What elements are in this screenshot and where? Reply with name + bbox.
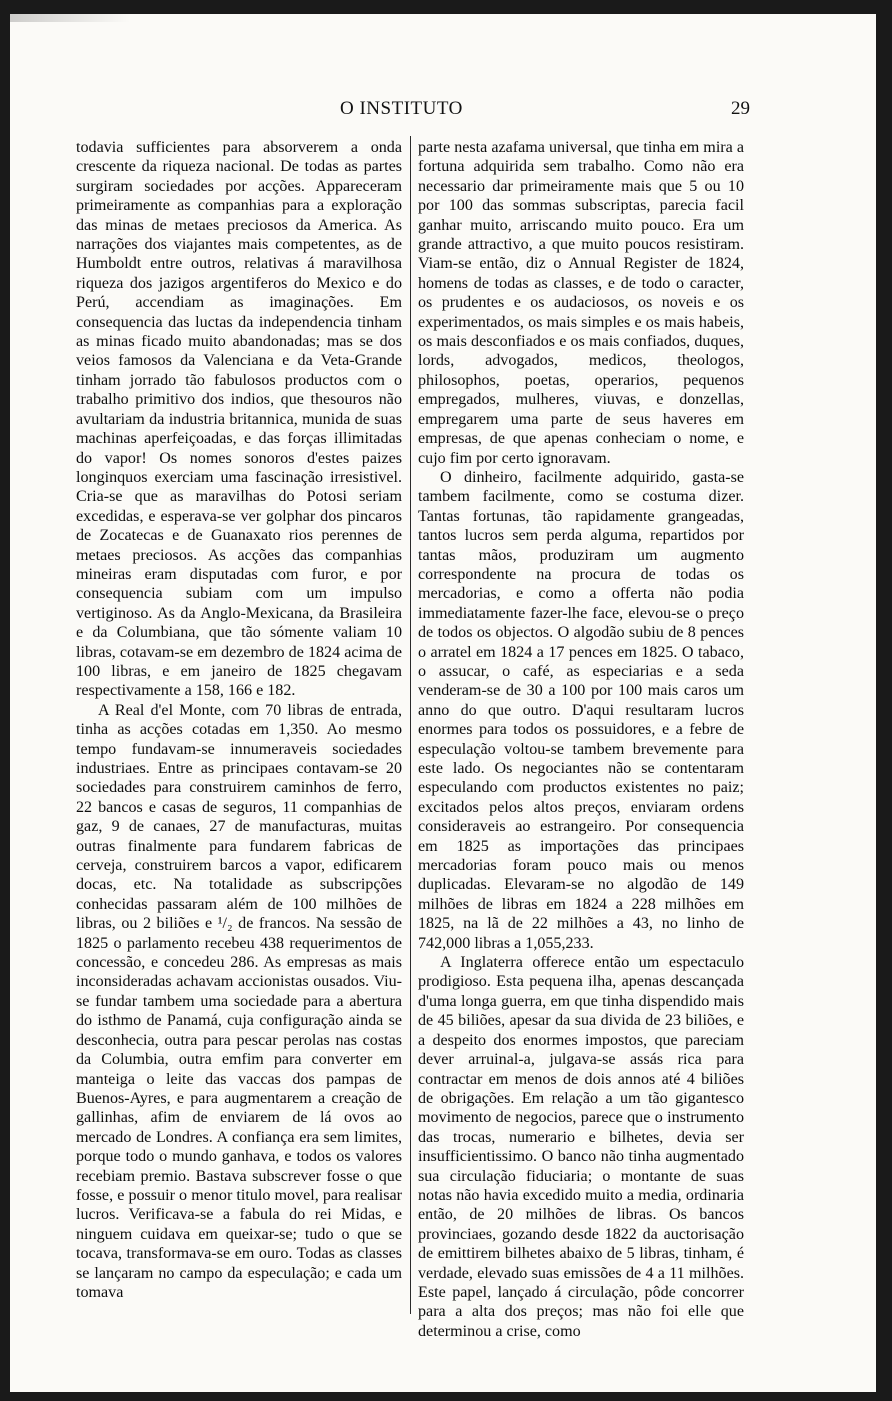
paragraph: A Real d'el Monte, com 70 libras de entrada, tinha as acções cotadas em 1,350. Ao mesmo tempo fundavam-se innumeraveis sociedades industriaes. Entre as principaes contavam-se 20 sociedades para construirem caminhos de ferro, 22 bancos e casas de seguros, 11 companhias de gaz, 9 de canaes, 27 de manufacturas, muitas outras finalmente para fundarem fabricas de cerveja, construirem barcos a vapor, edificarem docas, etc. Na totalidade as subscripções conhecidas passaram além de 100 milhões de libras, ou 2 biliões e ¹/₂ de francos. Na sessão de 1825 o parlamento recebeu 438 requerimentos de concessão, e concedeu 286. As empresas as mais inconsideradas achavam accionistas ousados. Viu-se fundar tambem uma sociedade para a abertura do isthmo de Panamá, cuja configuração ainda se desconhecia, outra para pescar perolas nas costas da Columbia, outra emfim para converter em manteiga o leite das vaccas dos pampas de Buenos-Ayres, e para augmentarem a creação de gallinhas, afim de enviarem de lá ovos ao mercado de Londres. A confiança era sem limites, porque todo o mundo ganhava, e todos os valores recebiam premio. Bastava subscrever fosse o que fosse, e possuir o menor titulo movel, para realisar lucros. Verificava-se a fabula do rei Midas, e ninguem cuidava em queixar-se; tudo o que se tocava, transformava-se em ouro. Todas as classes se lançaram no campo da especulação; e cada um tomava <box>76 701 402 1301</box>
paragraph: todavia sufficientes para absorverem a onda crescente da riqueza nacional. De todas as partes surgiram sociedades por acções. Appareceram primeiramente as companhias para a exploração das minas de metaes preciosos da America. As narrações dos viajantes mais competentes, as de Humboldt entre outros, relativas á maravilhosa riqueza dos jazigos argentiferos do Mexico e do Perú, accendiam as imaginações. Em consequencia das luctas da independencia tinham as minas ficado muito abandonadas; mas se dos veios famosos da Valenciana e da Veta-Grande tinham jorrado tão fabulosos productos com o trabalho primitivo dos indios, que thesouros não avultariam da industria britannica, munida de suas machinas aperfeiçoadas, e das forças illimitadas do vapor! Os nomes sonoros d'estes paizes longinquos exerciam uma fascinação irresistivel. Cria-se que as maravilhas do Potosi seriam excedidas, e esperava-se ver golphar dos pincaros de Zocatecas e de Guanaxato rios perennes de metaes preciosos. As acções das companhias mineiras eram disputadas com furor, e por consequencia subiam com um impulso vertiginoso. As da Anglo-Mexicana, da Brasileira e da Columbiana, que tão sómente valiam 10 libras, cotavam-se em dezembro de 1824 acima de 100 libras, e em janeiro de 1825 chegavam respectivamente a 158, 166 e 182. <box>76 139 402 700</box>
paragraph: parte nesta azafama universal, que tinha em mira a fortuna adquirida sem trabalho. Como não era necessario dar primeiramente mais que 5 ou 10 por 100 das sommas subscriptas, parecia facil ganhar muito, arriscando muito pouco. Era um grande attractivo, a que muito poucos resistiram. Viam-se então, diz o Annual Register de 1824, homens de todas as classes, e de todo o caracter, os prudentes e os audaciosos, os noveis e os experimentados, os mais simples e os mais habeis, os mais desconfiados e os mais confiados, duques, lords, advogados, medicos, theologos, philosophos, poetas, operarios, pequenos empregados, mulheres, viuvas, e donzellas, empregarem uma parte de seus haveres em empresas, de que apenas conheciam o nome, e cujo fim por certo ignoravam. <box>418 139 744 467</box>
book-page <box>10 14 876 1392</box>
running-title: O INSTITUTO <box>340 98 463 119</box>
paragraph: O dinheiro, facilmente adquirido, gasta-se tambem facilmente, como se costuma dizer. Tantas fortunas, tão rapidamente grangeadas, tantos lucros sem perda alguma, repartidos por tantas mãos, produziram um augmento correspondente na procura de todas os mercadorias, e como a offerta não podia immediatamente fazer-lhe face, elevou-se o preço de todos os objectos. O algodão subiu de 8 pences o arratel em 1824 a 17 pences em 1825. O tabaco, o assucar, o café, as especiarias e a seda venderam-se de 30 a 100 por 100 mais caros um anno do que outro. D'aqui resultaram lucros enormes para todos os possuidores, e a febre de especulação voltou-se tambem brevemente para este lado. Os negociantes não se contentaram especulando com productos existentes no paiz; excitados pelos altos preços, enviaram ordens consideraveis ao estrangeiro. Por consequencia em 1825 as importações das principaes mercadorias foram pouco mais ou menos duplicadas. Elevaram-se no algodão de 149 milhões de libras em 1824 a 228 milhões em 1825, na lã de 22 milhões a 43, no linho de 742,000 libras a 1,055,233. <box>418 468 744 952</box>
page-number: 29 <box>731 98 750 119</box>
edge-smudge <box>10 14 130 22</box>
left-column <box>76 138 402 1302</box>
column-divider <box>410 136 411 1314</box>
right-column <box>418 138 744 1341</box>
page-header <box>10 98 876 122</box>
paragraph: A Inglaterra offerece então um espectaculo prodigioso. Esta pequena ilha, apenas descançada d'uma longa guerra, em que tinha dispendido mais de 45 biliões, apesar da sua divida de 23 biliões, e a despeito dos enormes impostos, que pareciam dever arruinal-a, julgava-se assás rica para contractar em menos de dois annos até 4 biliões de obrigações. Em relação a um tão gigantesco movimento de negocios, parece que o instrumento das trocas, numerario e bilhetes, devia ser insufficientissimo. O banco não tinha augmentado sua circulação fiduciaria; o montante de suas notas não havia excedido muito a media, ordinaria então, de 20 milhões de libras. Os bancos provinciaes, gozando desde 1822 da auctorisação de emittirem bilhetes abaixo de 5 libras, tinham, é verdade, elevado suas emissões de 4 a 11 milhões. Este papel, lançado á circulação, pôde concorrer para a alta dos preços; mas não foi elle que determinou a crise, como <box>418 954 744 1340</box>
